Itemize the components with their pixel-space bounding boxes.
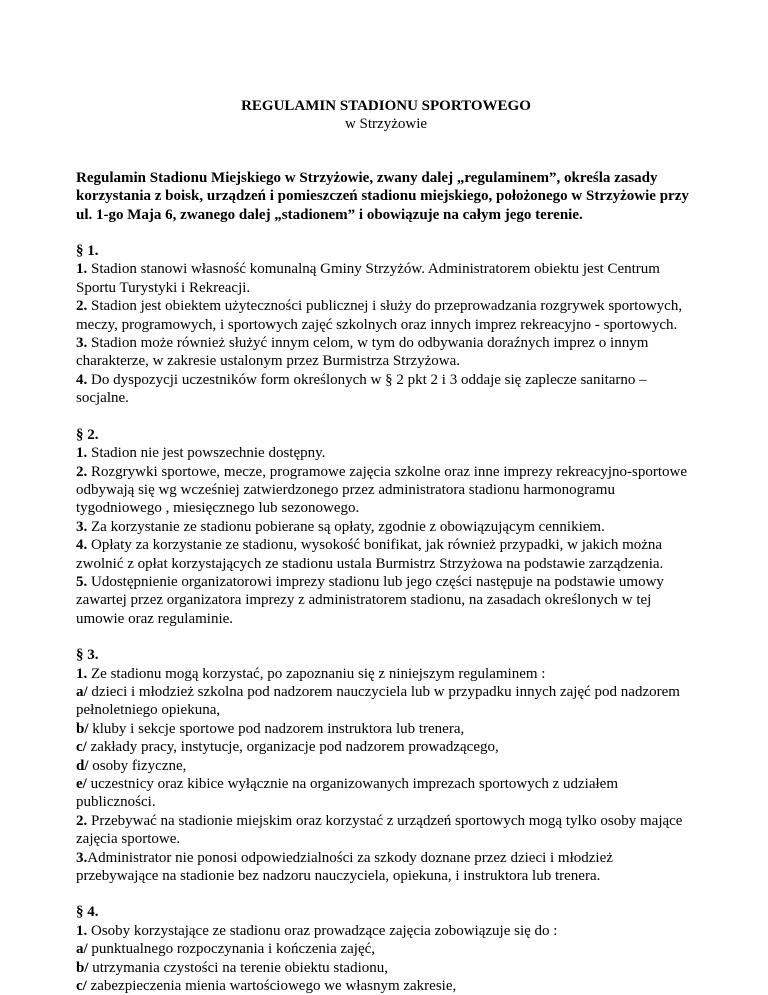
item-text: zakłady pracy, instytucje, organizacje pod nadzorem prowadzącego,: [86, 739, 499, 756]
item-text: Stadion jest obiektem użyteczności publicznej i służy do przeprowadzania rozgrywek sportowych, meczy, programowych, i sportowych zajęć szkolnych oraz innych imprez rekreacyjno - sportowych.: [76, 298, 683, 333]
item-text: Za korzystanie ze stadionu pobierane są opłaty, zgodnie z obowiązującym cennikiem.: [87, 518, 605, 535]
section-item: [76, 334, 696, 371]
item-text: Administrator nie ponosi odpowiedzialności za szkody doznane przez dzieci i młodzież przebywające na stadionie bez nadzoru nauczyciela, opiekuna, i instruktora lub trenera.: [76, 849, 613, 885]
section-item: [76, 573, 696, 628]
item-text: zabezpieczenia mienia wartościowego we własnym zakresie,: [86, 978, 457, 995]
item-number: 5.: [76, 573, 88, 590]
section-item: [76, 463, 696, 518]
section-item: [76, 683, 696, 720]
item-text: Udostępnienie organizatorowi imprezy stadionu lub jego części następuje na podstawie umowy zawartej przez organizatora imprezy z administratorem stadionu, na zasadach określonych w tej umowie oraz regulaminie.: [76, 573, 664, 627]
section-1: [76, 242, 696, 408]
item-number: b/: [76, 959, 89, 976]
section-item: [76, 977, 696, 995]
section-2: [76, 426, 696, 628]
item-number: a/: [76, 683, 88, 700]
item-text: Osoby korzystające ze stadionu oraz prowadzące zajęcia zobowiązuje się do :: [87, 922, 558, 939]
item-number: 4.: [76, 371, 88, 388]
section-item: [76, 959, 696, 977]
item-number: b/: [76, 720, 89, 737]
item-number: d/: [76, 757, 89, 774]
section-item: [76, 940, 696, 958]
item-text: kluby i sekcje sportowe pod nadzorem instruktora lub trenera,: [88, 720, 465, 737]
item-number: 3.: [76, 335, 88, 352]
section-item: [76, 665, 696, 683]
item-number: 3.: [76, 518, 88, 535]
item-text: Opłaty za korzystanie ze stadionu, wysokość bonifikat, jak również przypadki, w jakich można zwolnić z opłat korzystających ze stadionu ustala Burmistrz Strzyżowa na podstawie zarządzenia.: [76, 537, 664, 572]
item-number: 3.: [76, 849, 88, 866]
section-item: [76, 518, 696, 536]
item-text: Rozgrywki sportowe, mecze, programowe zajęcia szkolne oraz inne imprezy rekreacyjno-sportowe odbywają się wg wcześniej zatwierdzonego przez administratora stadionu harmonogramu tygodniowego , miesięcznego lub sezonowego.: [76, 463, 688, 517]
item-text: osoby fizyczne,: [88, 757, 187, 774]
section-heading: § 2.: [76, 426, 99, 443]
item-number: a/: [76, 941, 88, 958]
section-item: [76, 720, 696, 738]
item-text: punktualnego rozpoczynania i kończenia zajęć,: [87, 941, 376, 958]
item-text: Ze stadionu mogą korzystać, po zapoznaniu się z niniejszym regulaminem :: [87, 665, 546, 682]
item-number: 1.: [76, 261, 88, 278]
section-item: [76, 738, 696, 756]
section-4: [76, 903, 696, 995]
item-number: c/: [76, 978, 87, 995]
section-item: [76, 260, 696, 297]
item-text: Przebywać na stadionie miejskim oraz korzystać z urządzeń sportowych mogą tylko osoby mające zajęcia sportowe.: [76, 812, 683, 848]
item-text: Do dyspozycji uczestników form określonych w § 2 pkt 2 i 3 oddaje się zaplecze sanitarno – socjalne.: [76, 371, 647, 407]
section-3: [76, 646, 696, 885]
item-text: Stadion nie jest powszechnie dostępny.: [87, 445, 326, 462]
section-item: [76, 849, 696, 886]
document-title: REGULAMIN STADIONU SPORTOWEGO: [241, 98, 531, 114]
item-number: 1.: [76, 665, 88, 682]
item-text: Stadion stanowi własność komunalną Gminy Strzyżów. Administratorem obiektu jest Centrum Sportu Turystyki i Rekreacji.: [76, 261, 660, 296]
document-subtitle: w Strzyżowie: [344, 116, 428, 133]
section-item: [76, 444, 696, 462]
section-item: [76, 812, 696, 849]
item-number: 1.: [76, 445, 88, 462]
item-text: uczestnicy oraz kibice wyłącznie na organizowanych imprezach sportowych z udziałem publiczności.: [76, 776, 618, 811]
section-heading: § 4.: [76, 904, 99, 921]
item-text: dzieci i młodzież szkolna pod nadzorem nauczyciela lub w przypadku innych zajęć pod nadzorem pełnoletniego opiekuna,: [76, 683, 680, 719]
document-page: [76, 97, 696, 995]
document-header: [76, 97, 696, 134]
item-number: 1.: [76, 922, 88, 939]
item-number: 2.: [76, 463, 88, 480]
item-number: 2.: [76, 812, 88, 829]
sections-container: [76, 242, 696, 995]
section-item: [76, 922, 696, 940]
item-number: e/: [76, 776, 87, 792]
section-item: [76, 536, 696, 573]
item-number: 4.: [76, 537, 88, 554]
section-item: [76, 757, 696, 775]
section-item: [76, 775, 696, 812]
section-item: [76, 371, 696, 408]
section-heading: § 1.: [76, 243, 99, 260]
intro-paragraph: Regulamin Stadionu Miejskiego w Strzyżowie, zwany dalej „regulaminem”, określa zasady korzystania z boisk, urządzeń i pomieszczeń stadionu miejskiego, położonego w Strzyżowie przy ul. 1-go Maja 6, zwanego dalej „stadionem” i obowiązuje na całym jego terenie.: [76, 169, 689, 223]
item-text: utrzymania czystości na terenie obiektu stadionu,: [88, 959, 389, 976]
item-text: Stadion może również służyć innym celom, w tym do odbywania doraźnych imprez o innym charakterze, w zakresie ustalonym przez Burmistrza Strzyżowa.: [76, 335, 649, 370]
section-item: [76, 297, 696, 334]
section-heading: § 3.: [76, 647, 99, 664]
item-number: 2.: [76, 298, 88, 315]
item-number: c/: [76, 739, 87, 756]
